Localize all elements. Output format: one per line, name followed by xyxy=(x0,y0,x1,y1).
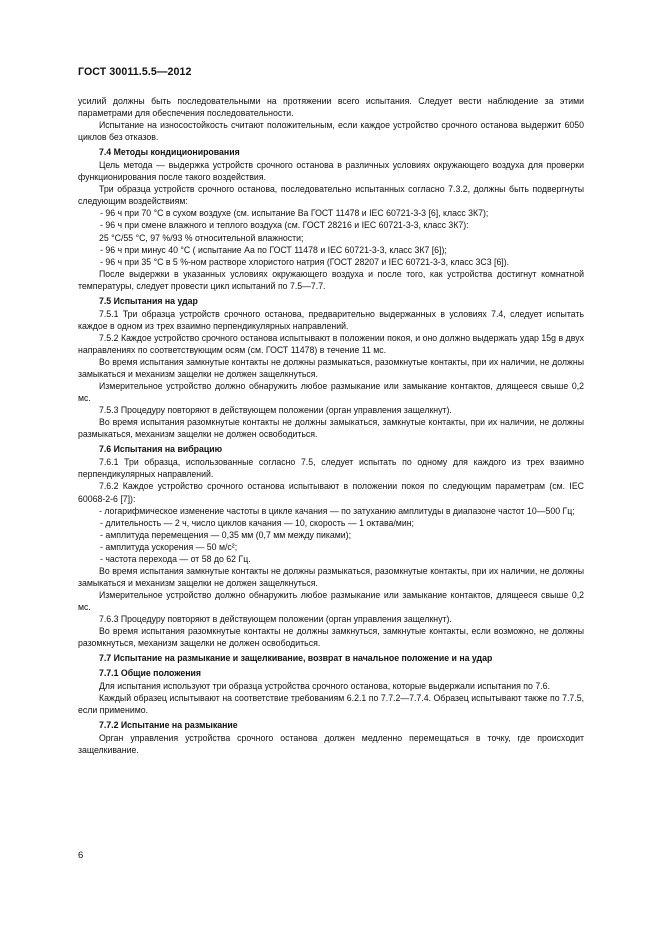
section-heading: 7.5 Испытания на удар xyxy=(99,295,198,306)
paragraph: 7.6.3 Процедуру повторяют в действующем положении (орган управления защелкнут). xyxy=(99,613,452,624)
paragraph: Для испытания используют три образца устройства срочного останова, которые выдержали испытания по 7.6. xyxy=(99,681,550,692)
paragraph: Измерительное устройство должно обнаружить любое размыкание или замыкание контактов, длящееся свыше 0,2 мс. xyxy=(78,589,584,612)
section-heading: 7.4 Методы кондиционирования xyxy=(99,147,240,158)
section-heading: 7.7.1 Общие положения xyxy=(99,668,201,679)
paragraph: Измерительное устройство должно обнаружить любое размыкание или замыкание контактов, длящееся свыше 0,2 мс. xyxy=(78,381,584,404)
paragraph: 7.5.2 Каждое устройство срочного останова испытывают в положении покоя, и оно должно выдержать удар 15g в двух направлениях по соответствующим осям (см. ГОСТ 11478) в течение 11 мс. xyxy=(78,332,584,355)
paragraph: Каждый образец испытывают на соответствие требованиям 6.2.1 по 7.7.2—7.7.4. Образец испытывают также по 7.7.5, если применимо. xyxy=(78,693,584,716)
list-item: - 96 ч при 70 °С в сухом воздухе (см. испытание Ва ГОСТ 11478 и IEC 60721-3-3 [6], класс 3К7); xyxy=(100,208,489,219)
paragraph: Испытание на износостойкость считают положительным, если каждое устройство срочного останова выдержит 6050 циклов без отказов. xyxy=(78,120,584,143)
list-continuation: 25 °С/55 °С, 97 %/93 % относительной влажности; xyxy=(99,232,304,243)
list-item: - длительность — 2 ч, число циклов качания — 10, скорость — 1 октава/мин; xyxy=(100,517,414,528)
document-body xyxy=(78,95,584,756)
paragraph: Во время испытания замкнутые контакты не должны размыкаться, разомкнутые контакты, при их наличии, не должны замыкаться и механизм защелки не должен защелкнуться. xyxy=(78,356,584,380)
paragraph: Три образца устройств срочного останова, последовательно испытанных согласно 7.3.2, должны быть подвергнуты следующим воздействиям: xyxy=(78,184,584,207)
list-item: - амплитуда перемещения — 0,35 мм (0,7 мм между пиками); xyxy=(100,529,352,540)
section-heading: 7.7.2 Испытание на размыкание xyxy=(99,720,238,731)
list-item: - амплитуда ускорения — 50 м/с²; xyxy=(100,541,238,552)
list-item: - 96 ч при смене влажного и теплого воздуха (см. ГОСТ 28216 и IEC 60721-3-3, класс 3К7): xyxy=(100,220,469,231)
paragraph: - логарифмическое изменение частоты в цикле качания — по затуханию амплитуды в диапазоне частот 10—500 Гц; xyxy=(99,505,575,516)
paragraph: После выдержки в указанных условиях окружающего воздуха и после того, как устройства достигнут комнатной температуры, следует провести цикл испытаний по 7.5—7.7. xyxy=(78,268,584,291)
paragraph: Во время испытания замкнутые контакты не должны размыкаться, разомкнутые контакты, при их наличии, не должны замыкаться и механизм защелки не должен защелкнуться. xyxy=(78,565,584,588)
paragraph: Цель метода — выдержка устройств срочного останова в различных условиях окружающего воздуха для проверки функционирования после такого воздействия. xyxy=(78,160,584,183)
list-item: - 96 ч при минус 40 °С ( испытание Аа по ГОСТ 11478 и IEC 60721-3-3, класс 3К7 [6]); xyxy=(100,244,447,255)
paragraph: Во время испытания разомкнутые контакты не должны замыкаться, замкнутые контакты, при их наличии, не должны размыкаться, механизм защелки не должен освободиться. xyxy=(78,417,584,440)
list-item: - 96 ч при 35 °С в 5 %-ном растворе хлористого натрия (ГОСТ 28207 и IEC 60721-3-3, класс 3С3 [6]). xyxy=(100,256,510,267)
section-heading: 7.6 Испытания на вибрацию xyxy=(99,444,223,455)
paragraph: 7.5.3 Процедуру повторяют в действующем положении (орган управления защелкнут). xyxy=(99,405,452,416)
paragraph: 7.5.1 Три образца устройств срочного останова, предварительно выдержанных в условиях 7.4, следует испытать каждое в одном из трех взаимно перпендикулярных направлений. xyxy=(78,308,584,331)
paragraph: 7.6.1 Три образца, использованные согласно 7.5, следует испытать по одному для каждого из трех взаимно перпендикулярных направлений. xyxy=(78,457,584,480)
document-header-code: ГОСТ 30011.5.5—2012 xyxy=(78,66,192,78)
list-item: - частота перехода — от 58 до 62 Гц. xyxy=(100,553,251,564)
section-heading: 7.7 Испытание на размыкание и защелкивание, возврат в начальное положение и на удар xyxy=(99,653,493,664)
page-number: 6 xyxy=(78,850,84,861)
paragraph: 7.6.2 Каждое устройство срочного останова испытывают в положении покоя по следующим параметрам (см. IEC 60068-2-6 [7]): xyxy=(78,481,584,504)
paragraph: Во время испытания разомкнутые контакты не должны замкнуться, замкнутые контакты, если возможно, не должны разомкнуться, механизм защелки не должен освободиться. xyxy=(78,626,584,649)
paragraph: усилий должны быть последовательными на протяжении всего испытания. Следует вести наблюдение за этими параметрами для обеспечения последовательности. xyxy=(78,96,584,119)
paragraph: Орган управления устройства срочного останова должен медленно перемещаться в точку, где происходит защелкивание. xyxy=(78,733,584,756)
